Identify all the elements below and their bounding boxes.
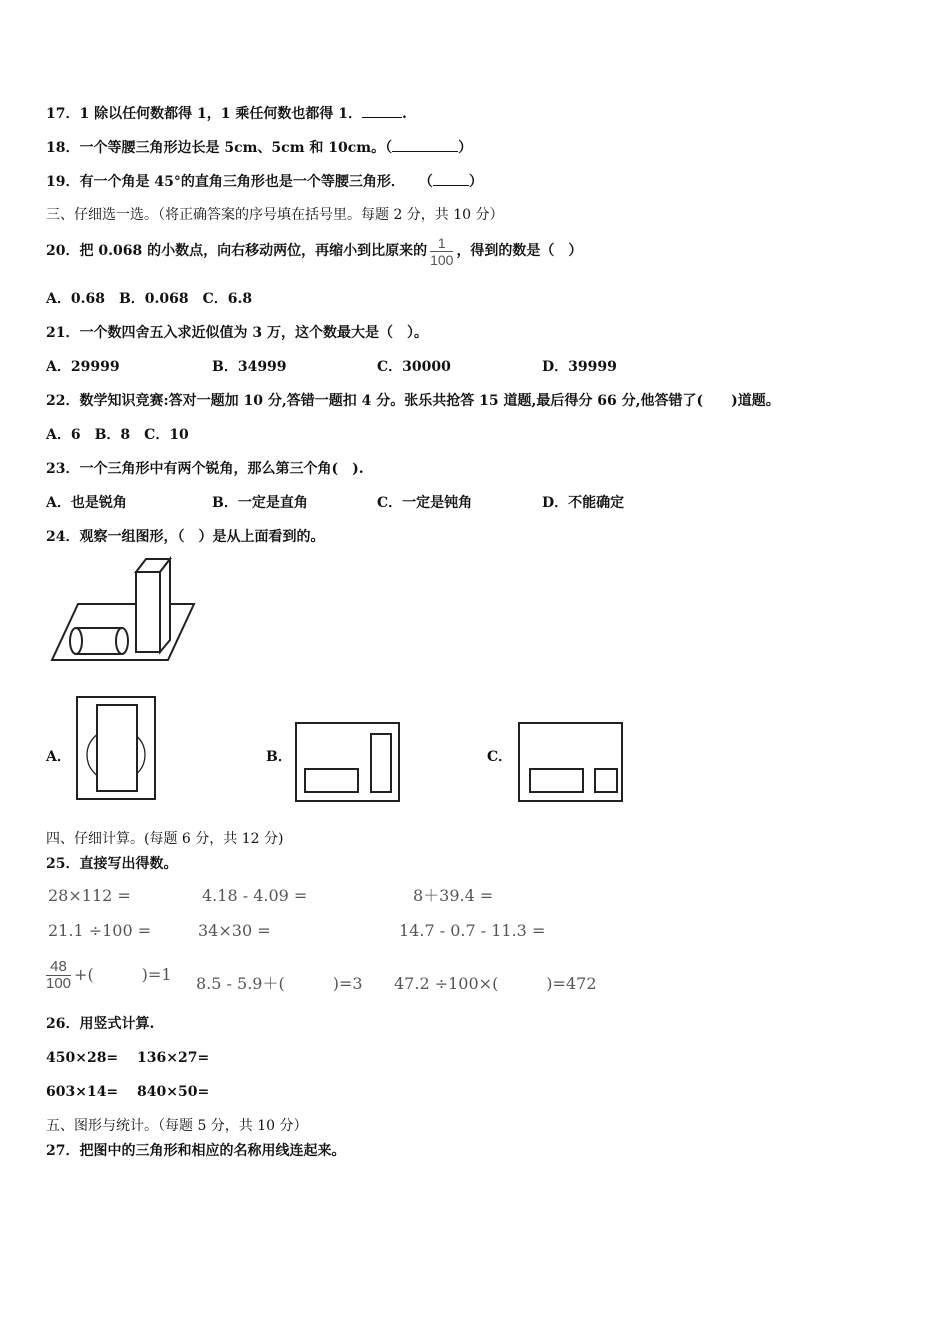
question-text: 有一个角是 45°的直角三角形也是一个等腰三角形． （	[79, 174, 433, 190]
question-number: 25．	[46, 856, 80, 872]
calc-item: 14.7 - 0.7 - 11.3 =	[399, 921, 546, 940]
question-number: 23．	[46, 461, 80, 477]
question-number: 18．	[46, 140, 80, 156]
question-27	[46, 1141, 345, 1161]
question-number: 26．	[46, 1016, 80, 1032]
answer-blank[interactable]	[392, 137, 458, 152]
question-23	[46, 459, 364, 479]
calc-item: 28×112 =	[48, 886, 131, 905]
question-number: 24．	[46, 529, 80, 545]
solid-figure-diagram	[48, 556, 196, 664]
question-25	[46, 854, 177, 874]
question-number: 19．	[46, 174, 80, 190]
question-number: 22．	[46, 393, 80, 409]
question-17: 17．1 除以任何数都得 1，1 乘任何数也都得 1． .	[46, 103, 407, 124]
q26-row-2: 603×14= 840×50=	[46, 1084, 210, 1100]
section-5-heading: 五、图形与统计。（每题 5 分，共 10 分）	[46, 1118, 308, 1134]
q21-option-b[interactable]: B．34999	[212, 359, 287, 375]
q21-option-a[interactable]: A．29999	[46, 359, 120, 375]
q23-option-b[interactable]: B．一定是直角	[212, 495, 308, 511]
question-22-options[interactable]: A．6 B．8 C．10	[46, 427, 189, 443]
question-24	[46, 527, 324, 547]
question-number: 27．	[46, 1143, 80, 1159]
q23-option-d[interactable]: D．不能确定	[542, 495, 625, 511]
calc-item: 4.18 - 4.09 =	[202, 886, 308, 905]
q21-option-d[interactable]: D．39999	[542, 359, 617, 375]
q24-option-a-figure[interactable]	[74, 694, 158, 802]
fraction: $\frac{48}{100}$	[46, 958, 72, 992]
question-20-options[interactable]: A．0.68 B．0.068 C．6.8	[46, 291, 253, 307]
answer-blank[interactable]	[433, 171, 469, 186]
q23-option-c[interactable]: C．一定是钝角	[377, 495, 473, 511]
question-text: 1 除以任何数都得 1，1 乘任何数也都得 1．	[79, 106, 362, 122]
question-20: 20．把 0.068 的小数点，向右移动两位，再缩小到比原来的 $\frac{1}{100}$ ，得到的数是（ ）	[46, 234, 583, 268]
section-4-heading: 四、仔细计算。(每题 6 分，共 12 分)	[46, 831, 284, 847]
calc-item: 8＋39.4 =	[413, 886, 494, 905]
q24-option-c-label[interactable]: C．	[487, 749, 513, 765]
question-26	[46, 1014, 154, 1034]
question-21	[46, 323, 428, 343]
calc-item: 47.2 ÷100×( )=472	[394, 974, 597, 993]
q26-row-1: 450×28= 136×27=	[46, 1050, 210, 1066]
question-18: 18．一个等腰三角形边长是 5cm、5cm 和 10cm。（ ）	[46, 137, 472, 158]
question-text: 一个三角形中有两个锐角，那么第三个角( ).	[79, 461, 364, 477]
question-text: 数学知识竞赛:答对一题加 10 分,答错一题扣 4 分。张乐共抢答 15 道题,最后得分 66 分,他答错了( )道题。	[79, 393, 780, 409]
question-22	[46, 391, 780, 411]
question-text: 用竖式计算.	[79, 1016, 155, 1032]
question-text: 把 0.068 的小数点，向右移动两位，再缩小到比原来的	[79, 243, 428, 259]
question-text: 观察一组图形，（ ）是从上面看到的。	[79, 529, 325, 545]
question-number: 21．	[46, 325, 80, 341]
question-number: 17．	[46, 106, 80, 122]
question-text: 把图中的三角形和相应的名称用线连起来。	[79, 1143, 346, 1159]
section-3-heading: 三、仔细选一选。（将正确答案的序号填在括号里。每题 2 分，共 10 分）	[46, 207, 504, 223]
question-text: 直接写出得数。	[79, 856, 178, 872]
fraction: $\frac{1}{100}$	[430, 234, 454, 268]
q24-option-b-figure[interactable]	[294, 720, 402, 804]
question-number: 20．	[46, 243, 80, 259]
q23-option-a[interactable]: A．也是锐角	[46, 495, 127, 511]
calc-item: 34×30 =	[198, 921, 271, 940]
question-text: 一个数四舍五入求近似值为 3 万，这个数最大是（ ）。	[79, 325, 428, 341]
cuboid	[136, 559, 170, 652]
answer-blank[interactable]	[362, 103, 402, 118]
cylinder	[70, 628, 128, 654]
calc-item: 8.5 - 5.9＋( )=3	[196, 974, 363, 993]
calc-item-fraction: $\frac{48}{100}$ +( )=1	[46, 958, 172, 992]
calc-item: 21.1 ÷100 =	[48, 921, 152, 940]
q24-option-a-label[interactable]: A．	[46, 749, 71, 765]
question-text: 一个等腰三角形边长是 5cm、5cm 和 10cm。（	[79, 140, 393, 156]
q24-option-c-figure[interactable]	[517, 720, 625, 804]
q24-option-b-label[interactable]: B．	[266, 749, 292, 765]
q21-option-c[interactable]: C．30000	[377, 359, 451, 375]
question-19: 19．有一个角是 45°的直角三角形也是一个等腰三角形． （ ）	[46, 171, 483, 192]
